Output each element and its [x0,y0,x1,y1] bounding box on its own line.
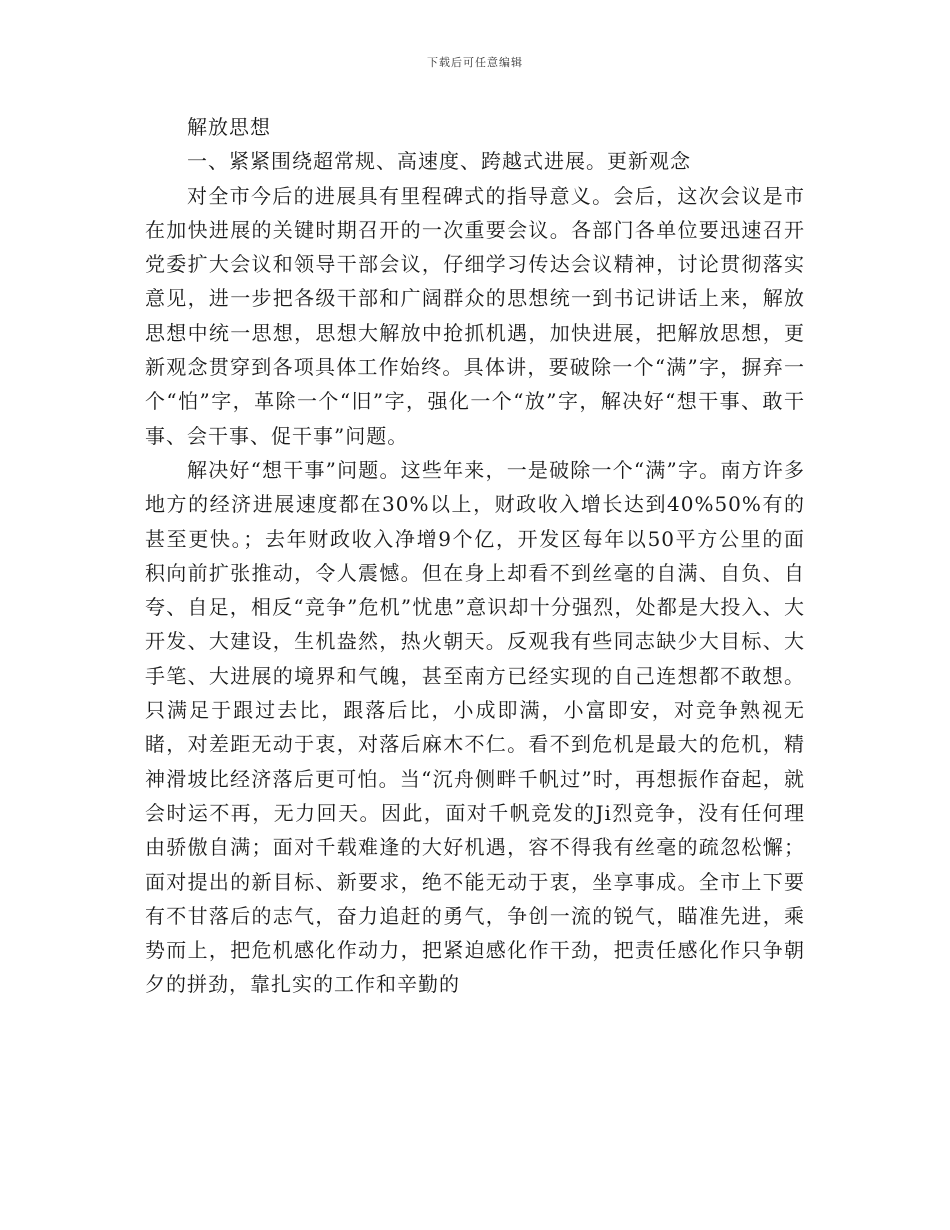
running-header: 下载后可任意编辑 [427,56,523,69]
paragraph-1: 对全市今后的进展具有里程碑式的指导意义。会后，这次会议是市在加快进展的关键时期召开的一次重要会议。各部门各单位要迅速召开党委扩大会议和领导干部会议，仔细学习传达会议精神，讨论贯彻落实意见，进一步把各级干部和广阔群众的思想统一到书记讲话上来，解放思想中统一思想，思想大解放中抢抓机遇，加快进展，把解放思想，更新观念贯穿到各项具体工作始终。具体讲，要破除一个“满”字，摒弃一个“怕”字，革除一个“旧”字，强化一个“放”字，解决好“想干事、敢干事、会干事、促干事”问题。 [145,183,805,448]
paragraph-2: 解决好“想干事”问题。这些年来，一是破除一个“满”字。南方许多地方的经济进展速度都在30%以上，财政收入增长达到40%50%有的甚至更快。；去年财政收入净增9个亿，开发区每年以50平方公里的面积向前扩张推动，令人震憾。但在身上却看不到丝毫的自满、自负、自夸、自足，相反“竞争”危机”忧患”意识却十分强烈，处都是大投入、大开发、大建设，生机盎然，热火朝天。反观我有些同志缺少大目标、大手笔、大进展的境界和气魄，甚至南方已经实现的自己连想都不敢想。只满足于跟过去比，跟落后比，小成即满，小富即安，对竞争熟视无睹，对差距无动于衷，对落后麻木不仁。看不到危机是最大的危机，精神滑坡比经济落后更可怕。当“沉舟侧畔千帆过”时，再想振作奋起，就会时运不再，无力回天。因此，面对千帆竞发的Ji烈竞争，没有任何理由骄傲自满；面对千载难逢的大好机遇，容不得我有丝毫的疏忽松懈；面对提出的新目标、新要求，绝不能无动于衷，坐享事成。全市上下要有不甘落后的志气，奋力追赶的勇气，争创一流的锐气，瞄准先进，乘势而上，把危机感化作动力，把紧迫感化作干劲，把责任感化作只争朝夕的拼劲，靠扎实的工作和辛勤的 [145,457,805,997]
document-body [145,110,805,1002]
section-heading: 一、紧紧围绕超常规、高速度、跨越式进展。更新观念 [187,149,691,174]
document-title: 解放思想 [187,115,271,139]
